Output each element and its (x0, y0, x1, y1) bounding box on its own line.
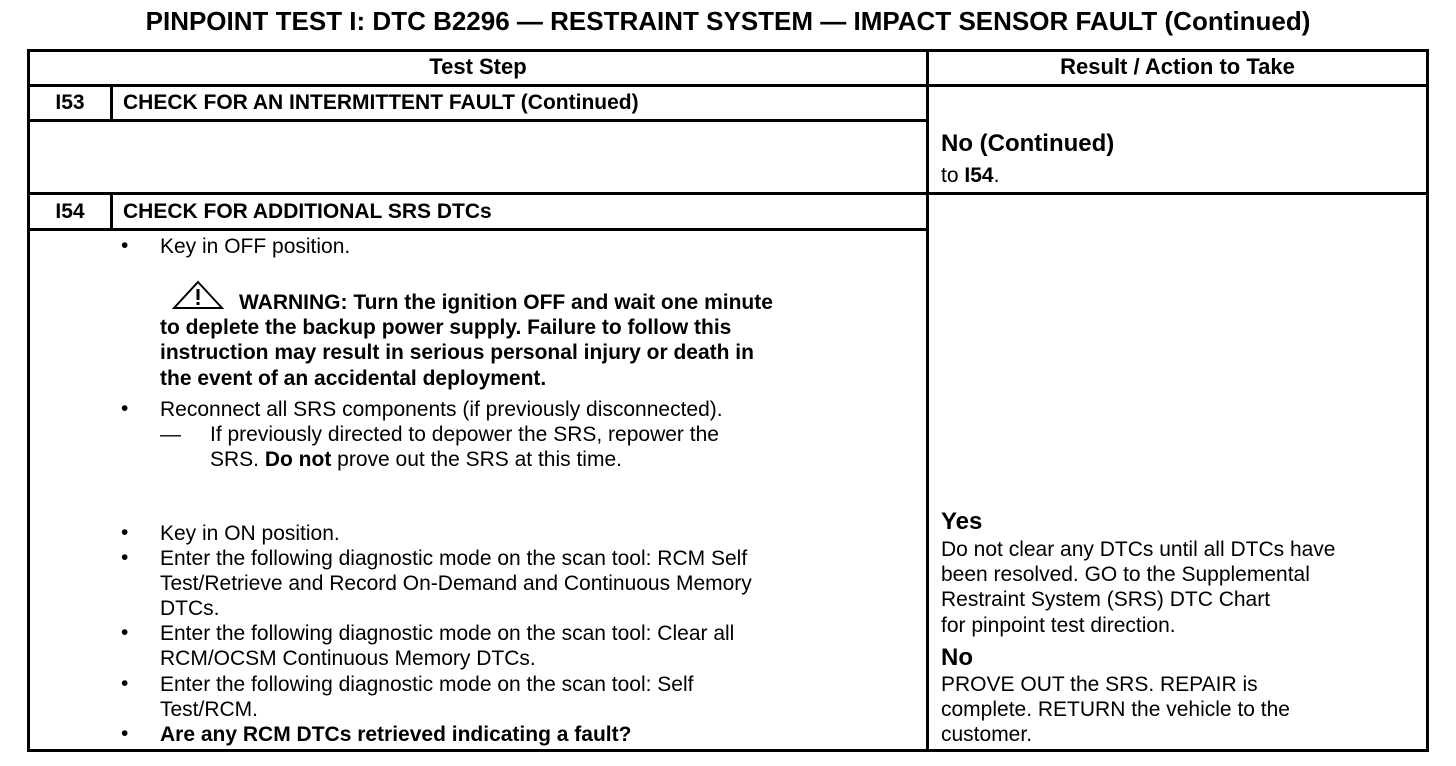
result-no-line-1: PROVE OUT the SRS. REPAIR is (941, 673, 1258, 696)
dash-marker: — (160, 423, 181, 446)
step-key-on: Key in ON position. (160, 522, 340, 545)
bullet-marker: • (121, 397, 129, 420)
table-border-bottom (27, 749, 1429, 752)
step-id-i54: I54 (55, 200, 85, 223)
step-heading-i53: CHECK FOR AN INTERMITTENT FAULT (Continued) (123, 91, 639, 114)
depower-post: prove out the SRS at this time. (331, 448, 622, 471)
header-divider (27, 84, 1429, 87)
i53-heading-divider (27, 119, 929, 122)
step-self-test-line-3: DTCs. (160, 597, 220, 620)
step-heading-i54: CHECK FOR ADDITIONAL SRS DTCs (123, 200, 492, 223)
i53-id-divider (110, 84, 113, 122)
step-rcm-line-2: Test/RCM. (160, 698, 259, 721)
step-rcm-line-1: Enter the following diagnostic mode on the scan tool: Self (160, 673, 694, 696)
i54-heading-divider (27, 228, 929, 231)
step-clear-line-2: RCM/OCSM Continuous Memory DTCs. (160, 647, 536, 670)
column-divider (926, 49, 929, 752)
step-reconnect: Reconnect all SRS components (if previously disconnected). (160, 398, 723, 421)
warning-line-1: WARNING: Turn the ignition OFF and wait one minute (239, 291, 773, 314)
bullet-marker: • (121, 621, 129, 644)
page-title: PINPOINT TEST I: DTC B2296 — RESTRAINT SYSTEM — IMPACT SENSOR FAULT (Continued) (145, 6, 1311, 36)
bullet-marker: • (121, 521, 129, 544)
bullet-marker: • (121, 672, 129, 695)
depower-bold: Do not (264, 448, 332, 471)
bullet-marker: • (121, 234, 129, 257)
result-goto-ref: I54 (964, 164, 994, 187)
step-depower-line-1: If previously directed to depower the SRS, repower the (210, 423, 719, 446)
result-no-line-2: complete. RETURN the vehicle to the (941, 698, 1290, 721)
result-goto-i54 (941, 163, 999, 189)
table-border-left (27, 49, 30, 752)
step-depower-line-2 (210, 447, 622, 473)
result-yes-line-2: been resolved. GO to the Supplemental (941, 563, 1310, 586)
warning-line-3: instruction may result in serious personal injury or death in (160, 341, 754, 364)
table-border-right (1426, 49, 1429, 752)
step-question: Are any RCM DTCs retrieved indicating a fault? (160, 723, 632, 746)
result-goto-suffix: . (993, 164, 1000, 187)
result-no-line-3: customer. (941, 723, 1033, 746)
step-clear-line-1: Enter the following diagnostic mode on the scan tool: Clear all (160, 622, 735, 645)
step-key-off: Key in OFF position. (160, 235, 351, 258)
step-id-i53: I53 (55, 91, 85, 114)
header-result: Result / Action to Take (1060, 54, 1295, 79)
warning-line-4: the event of an accidental deployment. (160, 367, 547, 390)
result-no-head: No (941, 644, 973, 671)
bullet-marker: • (121, 546, 129, 569)
step-self-test-line-2: Test/Retrieve and Record On-Demand and Continuous Memory (160, 572, 752, 595)
warning-line-2: to deplete the backup power supply. Failure to follow this (160, 316, 732, 339)
warning-triangle-icon (172, 280, 224, 310)
table-border-top (27, 49, 1429, 52)
result-no-continued: No (Continued) (941, 130, 1115, 157)
depower-pre: SRS. (210, 448, 265, 471)
result-yes-head: Yes (941, 508, 983, 535)
result-goto-prefix: to (941, 164, 965, 187)
i54-id-divider (110, 192, 113, 231)
bullet-marker: • (121, 722, 129, 745)
result-yes-line-1: Do not clear any DTCs until all DTCs have (941, 538, 1336, 561)
step-self-test-line-1: Enter the following diagnostic mode on the scan tool: RCM Self (160, 547, 748, 570)
row-divider (27, 192, 1429, 195)
header-test-step: Test Step (429, 54, 527, 79)
result-yes-line-3: Restraint System (SRS) DTC Chart (941, 588, 1271, 611)
result-yes-line-4: for pinpoint test direction. (941, 614, 1176, 637)
